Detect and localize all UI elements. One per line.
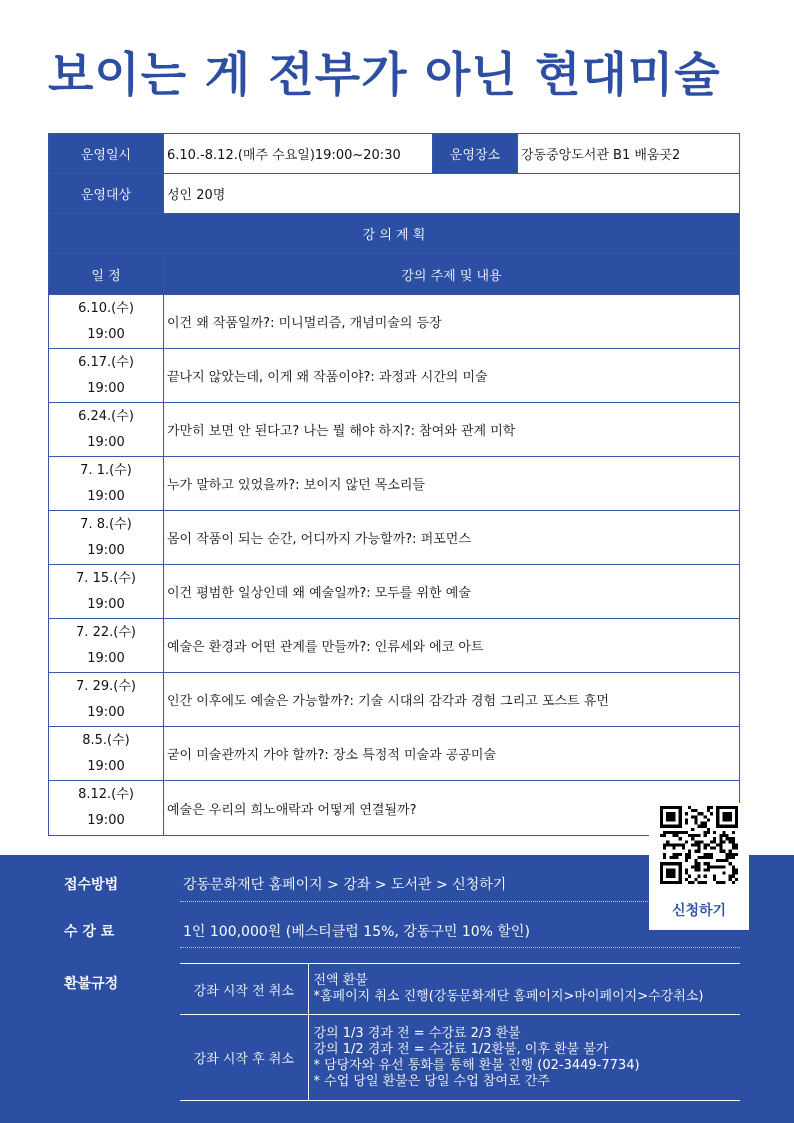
session-topic: 인간 이후에도 예술은 가능할까?: 기술 시대의 감각과 경험 그리고 포스트 휴먼 [164,673,740,727]
session-row [49,565,740,619]
target-label: 운영대상 [49,174,164,214]
session-topic: 이건 왜 작품일까?: 미니멀리즘, 개념미술의 등장 [164,295,740,349]
refund-line: * 담당자와 유선 통화를 통해 환불 진행 (02-3449-7734) [313,1057,640,1073]
refund-line: 강의 1/2 경과 전 = 수강료 1/2환불, 이후 환불 불가 [313,1041,609,1057]
session-time: 19:00 [87,758,125,774]
session-date: 6.10.(수) [78,300,134,316]
session-topic: 끝나지 않았는데, 이게 왜 작품이야?: 과정과 시간의 미술 [164,349,740,403]
refund-row-content [308,1015,740,1101]
session-date: 7. 22.(수) [76,624,136,640]
qr-apply-card[interactable] [649,803,749,930]
method-label: 접수방법 [64,877,119,893]
session-time: 19:00 [87,542,125,558]
session-topic: 이건 평범한 일상인데 왜 예술일까?: 모두를 위한 예술 [164,565,740,619]
plan-heading: 강 의 계 획 [49,214,740,254]
refund-line: 전액 환불 [313,973,368,988]
refund-row [180,964,740,1015]
period-label: 운영일시 [49,134,164,174]
session-time: 19:00 [87,434,125,450]
refund-table [180,963,740,1101]
method-value: 강동문화재단 홈페이지 > 강좌 > 도서관 > 신청하기 [183,877,507,893]
session-date: 7. 1.(수) [80,462,132,478]
session-topic: 몸이 작품이 되는 순간, 어디까지 가능할까?: 퍼포먼스 [164,511,740,565]
session-schedule [49,727,164,781]
place-value: 강동중앙도서관 B1 배움곳2 [518,134,740,174]
fee-value: 1인 100,000원 (베스티클럽 15%, 강동구민 10% 할인) [183,924,530,940]
session-date: 7. 15.(수) [76,570,136,586]
session-date: 7. 29.(수) [76,678,136,694]
session-schedule [49,673,164,727]
info-row-period [49,134,740,174]
refund-row [180,1015,740,1101]
session-date: 8.5.(수) [82,732,130,748]
refund-label: 환불규정 [64,976,119,992]
divider [180,947,740,948]
session-row [49,295,740,349]
session-schedule [49,403,164,457]
session-time: 19:00 [87,704,125,720]
refund-row-label: 강좌 시작 전 취소 [180,964,308,1015]
topic-column-header: 강의 주제 및 내용 [164,254,740,295]
session-time: 19:00 [87,813,125,828]
session-schedule [49,619,164,673]
session-date: 8.12.(수) [78,787,134,802]
place-label: 운영장소 [433,134,518,174]
session-row [49,781,740,836]
session-schedule [49,349,164,403]
session-time: 19:00 [87,380,125,396]
session-date: 7. 8.(수) [80,516,132,532]
session-time: 19:00 [87,650,125,666]
plan-heading-row [49,214,740,254]
refund-row-label: 강좌 시작 후 취소 [180,1015,308,1101]
session-time: 19:00 [87,596,125,612]
session-schedule [49,295,164,349]
session-row [49,403,740,457]
session-schedule [49,781,164,836]
session-row [49,457,740,511]
session-schedule [49,511,164,565]
session-topic: 누가 말하고 있었을까?: 보이지 않던 목소리들 [164,457,740,511]
session-topic: 예술은 우리의 희노애락과 어떻게 연결될까? [164,781,740,836]
session-row [49,673,740,727]
session-topic: 굳이 미술관까지 가야 할까?: 장소 특정적 미술과 공공미술 [164,727,740,781]
period-value: 6.10.-8.12.(매주 수요일)19:00~20:30 [164,134,433,174]
session-topic: 가만히 보면 안 된다고? 나는 뭘 해야 하지?: 참여와 관계 미학 [164,403,740,457]
target-value: 성인 20명 [164,174,740,214]
session-row [49,727,740,781]
session-schedule [49,457,164,511]
session-list [49,295,740,836]
qr-code-icon[interactable] [660,806,738,884]
session-time: 19:00 [87,488,125,504]
info-row-target [49,174,740,214]
session-row [49,349,740,403]
session-date: 6.17.(수) [78,354,134,370]
page-title: 보이는 게 전부가 아닌 현대미술 [48,48,721,103]
session-topic: 예술은 환경과 어떤 관계를 만들까?: 인류세와 에코 아트 [164,619,740,673]
refund-row-content [308,964,740,1015]
session-row [49,619,740,673]
date-column-header: 일 정 [49,254,164,295]
fee-label: 수 강 료 [64,924,115,940]
refund-line: * 수업 당일 환불은 당일 수업 참여로 간주 [313,1073,550,1089]
plan-header-row [49,254,740,295]
session-date: 6.24.(수) [78,408,134,424]
course-table [48,133,740,836]
refund-line: 강의 1/3 경과 전 = 수강료 2/3 환불 [313,1025,521,1041]
refund-line: *홈페이지 취소 진행(강동문화재단 홈페이지>마이페이지>수강취소) [313,989,704,1004]
session-time: 19:00 [87,326,125,342]
apply-link-label[interactable]: 신청하기 [671,903,727,919]
session-schedule [49,565,164,619]
session-row [49,511,740,565]
